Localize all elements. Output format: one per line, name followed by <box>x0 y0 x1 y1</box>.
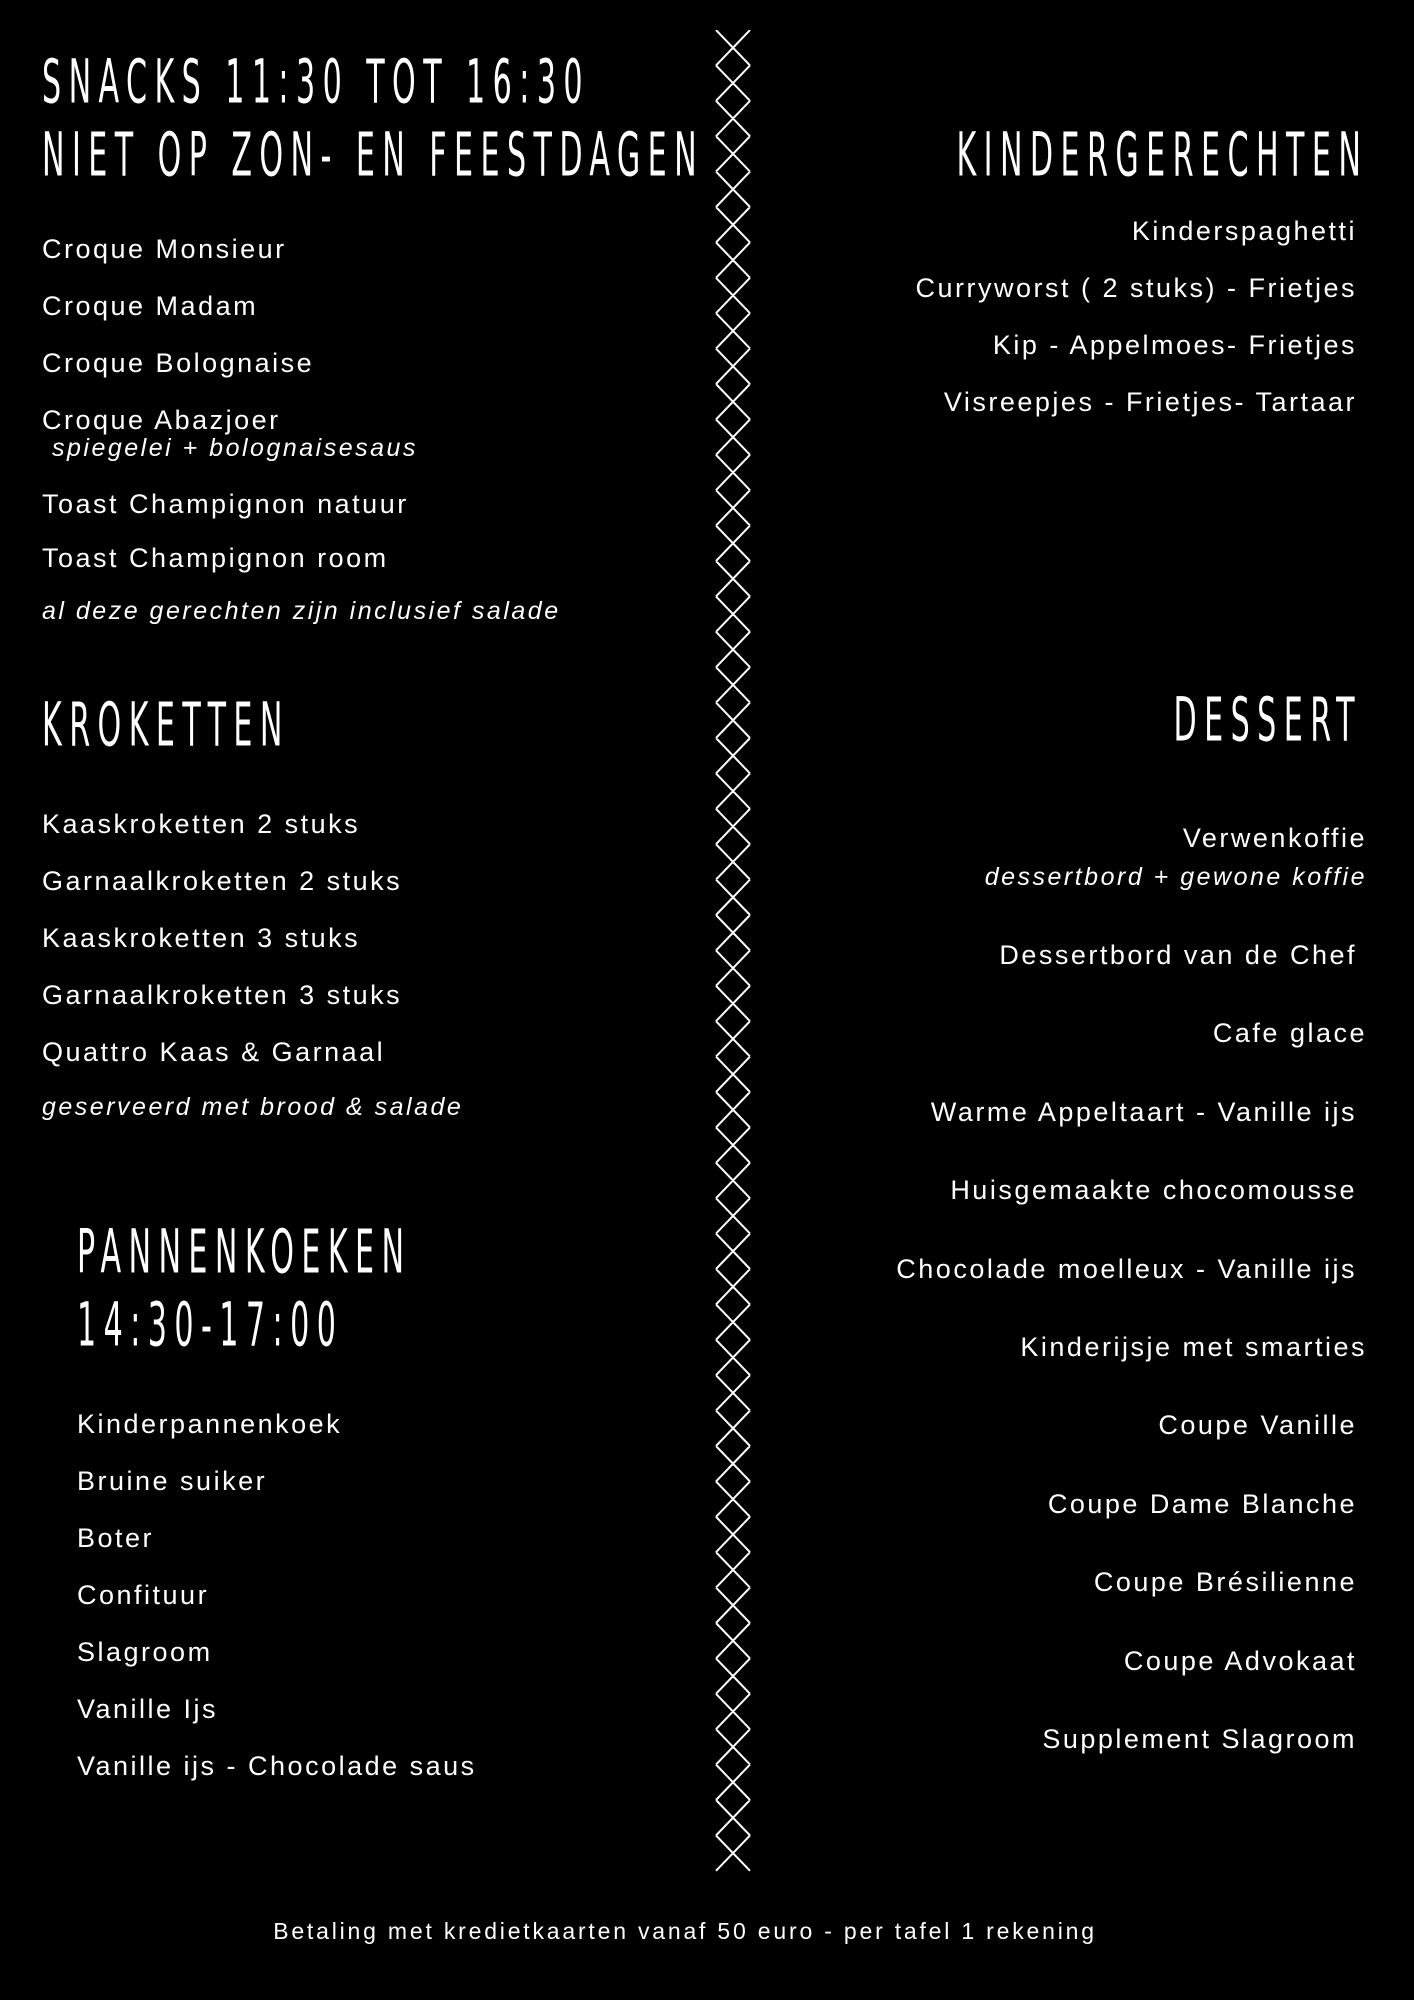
menu-item-coupe-advokaat: Coupe Advokaat <box>1123 1646 1357 1676</box>
menu-item-slagroom: Slagroom <box>77 1637 213 1667</box>
menu-item-quattro-kaas-garnaal: Quattro Kaas & Garnaal <box>42 1037 386 1067</box>
menu-item-croque-bolognaise: Croque Bolognaise <box>42 348 315 378</box>
menu-item-kinderpannenkoek: Kinderpannenkoek <box>77 1409 343 1439</box>
menu-item-croque-abazjoer: Croque Abazjoer <box>42 405 281 435</box>
dessert-heading: DESSERT <box>1173 684 1362 755</box>
snacks-footnote: al deze gerechten zijn inclusief salade <box>42 597 561 625</box>
croque-abazjoer-note: spiegelei + bolognaisesaus <box>52 434 418 462</box>
menu-item-verwenkoffie: Verwenkoffie <box>1182 823 1367 853</box>
diamond-divider <box>712 30 754 1905</box>
menu-item-garnaalkroketten-3: Garnaalkroketten 3 stuks <box>42 980 403 1010</box>
snacks-heading-line2: NIET OP ZON- EN FEESTDAGEN <box>42 119 705 190</box>
menu-item-kinderijsje: Kinderijsje met smarties <box>1020 1332 1367 1362</box>
payment-footer: Betaling met kredietkaarten vanaf 50 euro - per tafel 1 rekening <box>273 1918 1097 1944</box>
menu-item-vanille-ijs-chocolade: Vanille ijs - Chocolade saus <box>77 1751 477 1781</box>
menu-item-kaaskroketten-3: Kaaskroketten 3 stuks <box>42 923 361 953</box>
menu-item-garnaalkroketten-2: Garnaalkroketten 2 stuks <box>42 866 403 896</box>
menu-item-toast-champignon-room: Toast Champignon room <box>42 543 389 573</box>
menu-item-curryworst: Curryworst ( 2 stuks) - Frietjes <box>915 273 1357 303</box>
menu-item-boter: Boter <box>77 1523 155 1553</box>
diamond-chain-line <box>716 30 750 1871</box>
menu-item-chocomousse: Huisgemaakte chocomousse <box>950 1175 1357 1205</box>
menu-item-dessertbord: Dessertbord van de Chef <box>999 940 1357 970</box>
menu-item-toast-champignon-natuur: Toast Champignon natuur <box>42 489 409 519</box>
menu-item-chocolade-moelleux: Chocolade moelleux - Vanille ijs <box>896 1254 1357 1284</box>
kindergerechten-heading: KINDERGERECHTEN <box>956 119 1368 190</box>
menu-item-confituur: Confituur <box>77 1580 210 1610</box>
menu-item-coupe-vanille: Coupe Vanille <box>1158 1410 1357 1440</box>
kroketten-footnote: geserveerd met brood & salade <box>42 1093 464 1121</box>
verwenkoffie-note: dessertbord + gewone koffie <box>984 863 1367 891</box>
menu-item-coupe-bresilienne: Coupe Brésilienne <box>1093 1567 1357 1597</box>
kroketten-heading: KROKETTEN <box>42 689 290 760</box>
pannenkoeken-heading-line2: 14:30-17:00 <box>77 1289 344 1360</box>
menu-item-warme-appeltaart: Warme Appeltaart - Vanille ijs <box>930 1097 1357 1127</box>
menu-item-cafe-glace: Cafe glace <box>1212 1018 1367 1048</box>
menu-item-bruine-suiker: Bruine suiker <box>77 1466 268 1496</box>
menu-item-vanille-ijs: Vanille Ijs <box>77 1694 219 1724</box>
menu-item-kinderspaghetti: Kinderspaghetti <box>1131 216 1357 246</box>
menu-item-croque-madam: Croque Madam <box>42 291 259 321</box>
menu-item-kaaskroketten-2: Kaaskroketten 2 stuks <box>42 809 361 839</box>
menu-item-coupe-dame-blanche: Coupe Dame Blanche <box>1047 1489 1357 1519</box>
pannenkoeken-heading-line1: PANNENKOEKEN <box>77 1216 412 1287</box>
menu-item-visreepjes: Visreepjes - Frietjes- Tartaar <box>943 387 1357 417</box>
menu-item-croque-monsieur: Croque Monsieur <box>42 234 287 264</box>
menu-item-supplement-slagroom: Supplement Slagroom <box>1042 1724 1357 1754</box>
menu-item-kip-appelmoes: Kip - Appelmoes- Frietjes <box>992 330 1357 360</box>
snacks-heading-line1: SNACKS 11:30 TOT 16:30 <box>42 46 591 117</box>
